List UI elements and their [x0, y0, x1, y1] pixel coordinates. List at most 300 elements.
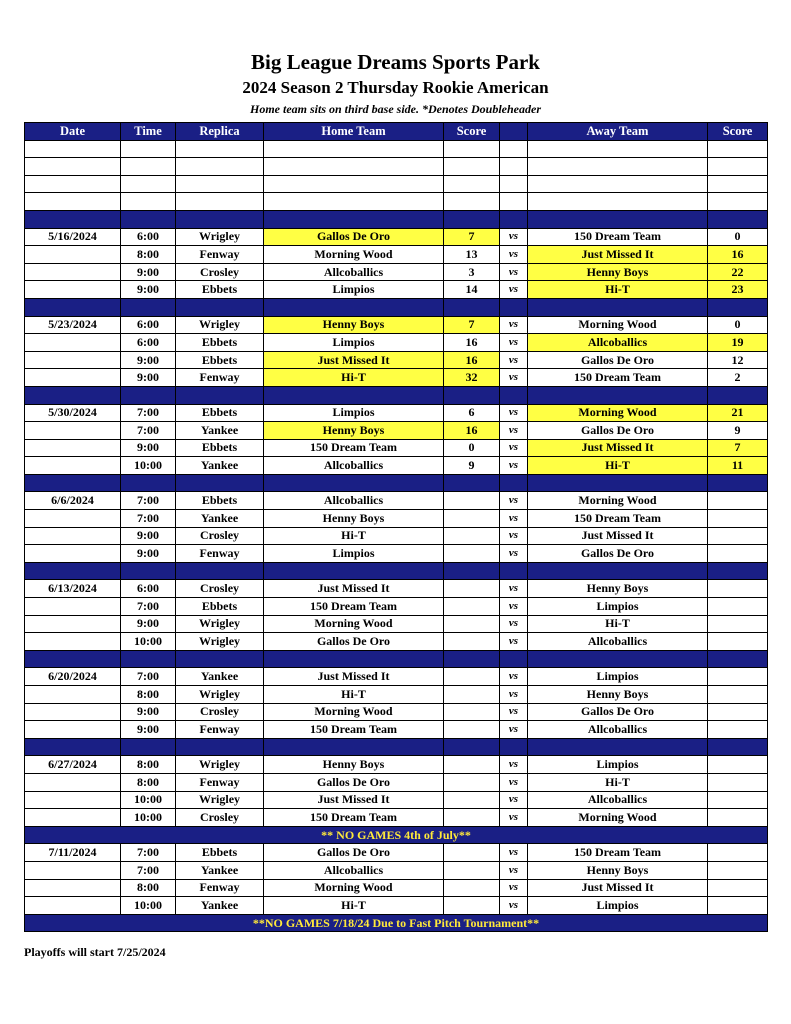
vs-label: vs: [500, 756, 528, 774]
away-score: [708, 809, 768, 827]
replica-field: Yankee: [176, 897, 264, 915]
home-score: [444, 598, 500, 616]
home-team: Gallos De Oro: [264, 228, 444, 246]
vs-label: vs: [500, 668, 528, 686]
away-team: Limpios: [528, 756, 708, 774]
game-row: [25, 228, 768, 246]
vs-label: vs: [500, 773, 528, 791]
game-date: [25, 281, 121, 299]
game-row: [25, 246, 768, 264]
empty-cell: [528, 193, 708, 211]
empty-cell: [121, 140, 176, 158]
game-time: 6:00: [121, 334, 176, 352]
game-time: 7:00: [121, 510, 176, 528]
home-score: 3: [444, 263, 500, 281]
empty-cell: [708, 140, 768, 158]
game-row: [25, 773, 768, 791]
home-score: [444, 844, 500, 862]
away-score: [708, 686, 768, 704]
away-score: [708, 545, 768, 563]
vs-label: vs: [500, 703, 528, 721]
replica-field: Ebbets: [176, 492, 264, 510]
schedule-table: [24, 122, 768, 932]
separator-cell: [444, 474, 500, 492]
game-time: 8:00: [121, 773, 176, 791]
home-team: Hi-T: [264, 369, 444, 387]
replica-field: Yankee: [176, 668, 264, 686]
game-row: [25, 791, 768, 809]
away-team: Henny Boys: [528, 861, 708, 879]
empty-cell: [500, 158, 528, 176]
empty-cell: [121, 193, 176, 211]
home-team: 150 Dream Team: [264, 721, 444, 739]
home-team: Hi-T: [264, 527, 444, 545]
separator-cell: [708, 650, 768, 668]
header-note: Home team sits on third base side. *Denotes Doubleheader: [250, 102, 541, 116]
home-team: Gallos De Oro: [264, 633, 444, 651]
separator-cell: [500, 650, 528, 668]
game-time: 10:00: [121, 633, 176, 651]
replica-field: Yankee: [176, 457, 264, 475]
replica-field: Ebbets: [176, 598, 264, 616]
replica-field: Fenway: [176, 369, 264, 387]
empty-cell: [264, 175, 444, 193]
away-score: [708, 580, 768, 598]
separator-cell: [25, 562, 121, 580]
separator-cell: [708, 210, 768, 228]
game-date: 6/27/2024: [25, 756, 121, 774]
vs-label: vs: [500, 281, 528, 299]
replica-field: Ebbets: [176, 281, 264, 299]
game-date: [25, 334, 121, 352]
game-date: [25, 791, 121, 809]
away-score: [708, 844, 768, 862]
game-time: 9:00: [121, 703, 176, 721]
home-team: Gallos De Oro: [264, 773, 444, 791]
home-team: Limpios: [264, 545, 444, 563]
home-score: [444, 545, 500, 563]
page-subtitle: 2024 Season 2 Thursday Rookie American: [242, 78, 549, 97]
week-separator: [25, 474, 768, 492]
empty-cell: [264, 140, 444, 158]
replica-field: Fenway: [176, 246, 264, 264]
replica-field: Wrigley: [176, 791, 264, 809]
away-team: Just Missed It: [528, 439, 708, 457]
game-row: [25, 844, 768, 862]
away-score: 19: [708, 334, 768, 352]
game-time: 9:00: [121, 527, 176, 545]
game-date: [25, 457, 121, 475]
game-time: 7:00: [121, 861, 176, 879]
vs-label: vs: [500, 316, 528, 334]
vs-label: vs: [500, 404, 528, 422]
vs-label: vs: [500, 809, 528, 827]
separator-cell: [708, 474, 768, 492]
separator-cell: [25, 474, 121, 492]
separator-cell: [121, 474, 176, 492]
vs-label: vs: [500, 351, 528, 369]
col-header-replica: Replica: [176, 123, 264, 141]
home-team: Hi-T: [264, 686, 444, 704]
away-score: [708, 756, 768, 774]
home-score: 14: [444, 281, 500, 299]
away-team: Morning Wood: [528, 809, 708, 827]
away-team: 150 Dream Team: [528, 369, 708, 387]
home-score: [444, 580, 500, 598]
game-time: 7:00: [121, 422, 176, 440]
away-score: [708, 703, 768, 721]
vs-label: vs: [500, 228, 528, 246]
col-header-vs: [500, 123, 528, 141]
home-score: [444, 510, 500, 528]
away-team: Gallos De Oro: [528, 545, 708, 563]
page-title: Big League Dreams Sports Park: [251, 50, 540, 74]
away-team: Henny Boys: [528, 580, 708, 598]
home-team: Gallos De Oro: [264, 844, 444, 862]
empty-cell: [176, 158, 264, 176]
empty-cell: [25, 175, 121, 193]
away-score: 0: [708, 316, 768, 334]
replica-field: Wrigley: [176, 228, 264, 246]
home-team: Just Missed It: [264, 351, 444, 369]
game-time: 6:00: [121, 228, 176, 246]
vs-label: vs: [500, 580, 528, 598]
replica-field: Ebbets: [176, 404, 264, 422]
vs-label: vs: [500, 369, 528, 387]
schedule-body: [25, 140, 768, 932]
home-team: Limpios: [264, 404, 444, 422]
separator-cell: [528, 474, 708, 492]
game-time: 6:00: [121, 580, 176, 598]
home-score: 13: [444, 246, 500, 264]
game-date: [25, 809, 121, 827]
game-date: [25, 703, 121, 721]
empty-cell: [176, 193, 264, 211]
away-team: 150 Dream Team: [528, 510, 708, 528]
away-team: Gallos De Oro: [528, 351, 708, 369]
home-team: Henny Boys: [264, 316, 444, 334]
playoffs-note: Playoffs will start 7/25/2024: [24, 945, 166, 959]
away-score: 12: [708, 351, 768, 369]
week-separator: [25, 298, 768, 316]
away-team: Hi-T: [528, 615, 708, 633]
empty-cell: [708, 175, 768, 193]
away-score: 23: [708, 281, 768, 299]
game-date: [25, 422, 121, 440]
game-row: [25, 316, 768, 334]
game-row: [25, 510, 768, 528]
game-date: [25, 263, 121, 281]
away-score: [708, 598, 768, 616]
replica-field: Wrigley: [176, 756, 264, 774]
separator-cell: [500, 386, 528, 404]
game-time: 7:00: [121, 404, 176, 422]
game-time: 8:00: [121, 756, 176, 774]
game-row: [25, 598, 768, 616]
away-score: [708, 721, 768, 739]
home-team: Allcoballics: [264, 263, 444, 281]
separator-cell: [121, 562, 176, 580]
col-header-date: Date: [25, 123, 121, 141]
game-row: [25, 457, 768, 475]
away-team: Hi-T: [528, 773, 708, 791]
separator-cell: [528, 298, 708, 316]
vs-label: vs: [500, 246, 528, 264]
away-score: [708, 492, 768, 510]
replica-field: Wrigley: [176, 316, 264, 334]
week-separator: [25, 210, 768, 228]
vs-label: vs: [500, 791, 528, 809]
home-score: [444, 756, 500, 774]
separator-cell: [176, 474, 264, 492]
game-time: 9:00: [121, 263, 176, 281]
home-score: [444, 897, 500, 915]
game-time: 6:00: [121, 316, 176, 334]
empty-cell: [264, 193, 444, 211]
empty-cell: [500, 140, 528, 158]
game-time: 9:00: [121, 351, 176, 369]
home-score: 7: [444, 316, 500, 334]
vs-label: vs: [500, 510, 528, 528]
away-score: [708, 897, 768, 915]
game-date: [25, 721, 121, 739]
game-date: [25, 545, 121, 563]
replica-field: Ebbets: [176, 351, 264, 369]
game-time: 8:00: [121, 686, 176, 704]
home-team: Morning Wood: [264, 703, 444, 721]
away-score: 16: [708, 246, 768, 264]
game-date: [25, 861, 121, 879]
away-team: Limpios: [528, 897, 708, 915]
away-score: 22: [708, 263, 768, 281]
game-time: 9:00: [121, 721, 176, 739]
game-time: 9:00: [121, 281, 176, 299]
separator-cell: [264, 738, 444, 756]
col-header-away-team: Away Team: [528, 123, 708, 141]
game-time: 9:00: [121, 439, 176, 457]
away-team: Allcoballics: [528, 791, 708, 809]
home-team: 150 Dream Team: [264, 439, 444, 457]
vs-label: vs: [500, 492, 528, 510]
empty-cell: [708, 193, 768, 211]
game-time: 10:00: [121, 457, 176, 475]
home-team: Just Missed It: [264, 580, 444, 598]
replica-field: Crosley: [176, 263, 264, 281]
separator-cell: [708, 298, 768, 316]
home-score: [444, 703, 500, 721]
home-team: Morning Wood: [264, 615, 444, 633]
game-date: [25, 897, 121, 915]
away-team: Morning Wood: [528, 316, 708, 334]
game-time: 9:00: [121, 369, 176, 387]
game-row: [25, 879, 768, 897]
vs-label: vs: [500, 439, 528, 457]
home-score: [444, 879, 500, 897]
game-date: [25, 351, 121, 369]
away-team: Hi-T: [528, 281, 708, 299]
separator-cell: [500, 298, 528, 316]
home-score: [444, 791, 500, 809]
away-team: Just Missed It: [528, 879, 708, 897]
away-team: 150 Dream Team: [528, 844, 708, 862]
replica-field: Yankee: [176, 861, 264, 879]
away-team: Morning Wood: [528, 404, 708, 422]
game-row: [25, 281, 768, 299]
empty-cell: [444, 193, 500, 211]
separator-cell: [528, 650, 708, 668]
vs-label: vs: [500, 457, 528, 475]
home-team: Hi-T: [264, 897, 444, 915]
separator-cell: [264, 210, 444, 228]
away-score: 9: [708, 422, 768, 440]
col-header-time: Time: [121, 123, 176, 141]
empty-cell: [444, 175, 500, 193]
game-row: [25, 439, 768, 457]
empty-cell: [264, 158, 444, 176]
blank-row: [25, 158, 768, 176]
game-date: [25, 527, 121, 545]
away-score: 21: [708, 404, 768, 422]
empty-cell: [528, 158, 708, 176]
week-separator: [25, 562, 768, 580]
separator-cell: [708, 738, 768, 756]
home-team: Limpios: [264, 334, 444, 352]
game-row: [25, 809, 768, 827]
game-time: 8:00: [121, 879, 176, 897]
empty-cell: [25, 140, 121, 158]
away-team: 150 Dream Team: [528, 228, 708, 246]
separator-cell: [444, 298, 500, 316]
replica-field: Fenway: [176, 545, 264, 563]
blank-row: [25, 140, 768, 158]
game-time: 7:00: [121, 492, 176, 510]
no-games-note: **NO GAMES 7/18/24 Due to Fast Pitch Tournament**: [25, 914, 768, 932]
game-row: [25, 721, 768, 739]
home-team: Allcoballics: [264, 861, 444, 879]
game-date: [25, 773, 121, 791]
away-team: Hi-T: [528, 457, 708, 475]
game-row: [25, 369, 768, 387]
replica-field: Wrigley: [176, 686, 264, 704]
separator-cell: [25, 386, 121, 404]
empty-cell: [500, 175, 528, 193]
game-date: 6/20/2024: [25, 668, 121, 686]
separator-cell: [708, 562, 768, 580]
home-team: Morning Wood: [264, 879, 444, 897]
game-time: 7:00: [121, 668, 176, 686]
separator-cell: [264, 298, 444, 316]
home-team: Henny Boys: [264, 756, 444, 774]
home-team: Henny Boys: [264, 422, 444, 440]
away-score: 2: [708, 369, 768, 387]
no-games-note-row: [25, 914, 768, 932]
away-team: Allcoballics: [528, 633, 708, 651]
replica-field: Crosley: [176, 580, 264, 598]
home-team: Just Missed It: [264, 668, 444, 686]
game-date: [25, 879, 121, 897]
home-team: Allcoballics: [264, 457, 444, 475]
separator-cell: [121, 386, 176, 404]
game-date: [25, 615, 121, 633]
game-date: 6/13/2024: [25, 580, 121, 598]
away-team: Just Missed It: [528, 246, 708, 264]
away-score: [708, 668, 768, 686]
away-team: Just Missed It: [528, 527, 708, 545]
replica-field: Wrigley: [176, 633, 264, 651]
col-header-home-score: Score: [444, 123, 500, 141]
game-row: [25, 897, 768, 915]
empty-cell: [121, 158, 176, 176]
separator-cell: [528, 210, 708, 228]
replica-field: Crosley: [176, 527, 264, 545]
separator-cell: [528, 738, 708, 756]
home-team: 150 Dream Team: [264, 809, 444, 827]
separator-cell: [500, 738, 528, 756]
game-time: 10:00: [121, 809, 176, 827]
game-date: 6/6/2024: [25, 492, 121, 510]
blank-row: [25, 175, 768, 193]
game-date: [25, 439, 121, 457]
home-score: 9: [444, 457, 500, 475]
vs-label: vs: [500, 721, 528, 739]
home-score: [444, 809, 500, 827]
game-time: 7:00: [121, 598, 176, 616]
week-separator: [25, 738, 768, 756]
vs-label: vs: [500, 598, 528, 616]
col-header-home-team: Home Team: [264, 123, 444, 141]
game-row: [25, 756, 768, 774]
separator-cell: [121, 650, 176, 668]
game-date: 7/11/2024: [25, 844, 121, 862]
home-score: [444, 492, 500, 510]
away-team: Gallos De Oro: [528, 422, 708, 440]
home-score: 6: [444, 404, 500, 422]
home-team: Morning Wood: [264, 246, 444, 264]
empty-cell: [444, 158, 500, 176]
separator-cell: [25, 298, 121, 316]
vs-label: vs: [500, 334, 528, 352]
away-team: Henny Boys: [528, 263, 708, 281]
replica-field: Ebbets: [176, 334, 264, 352]
home-score: [444, 861, 500, 879]
blank-row: [25, 193, 768, 211]
separator-cell: [121, 298, 176, 316]
game-row: [25, 686, 768, 704]
empty-cell: [708, 158, 768, 176]
separator-cell: [444, 738, 500, 756]
separator-cell: [444, 562, 500, 580]
vs-label: vs: [500, 844, 528, 862]
home-score: [444, 721, 500, 739]
game-date: 5/16/2024: [25, 228, 121, 246]
empty-cell: [121, 175, 176, 193]
separator-cell: [444, 210, 500, 228]
game-row: [25, 615, 768, 633]
home-team: Henny Boys: [264, 510, 444, 528]
away-score: [708, 633, 768, 651]
separator-cell: [176, 298, 264, 316]
away-score: [708, 879, 768, 897]
away-score: [708, 773, 768, 791]
home-score: 32: [444, 369, 500, 387]
game-date: 5/23/2024: [25, 316, 121, 334]
separator-cell: [444, 386, 500, 404]
vs-label: vs: [500, 686, 528, 704]
empty-cell: [444, 140, 500, 158]
away-team: Limpios: [528, 598, 708, 616]
game-row: [25, 633, 768, 651]
away-score: 0: [708, 228, 768, 246]
